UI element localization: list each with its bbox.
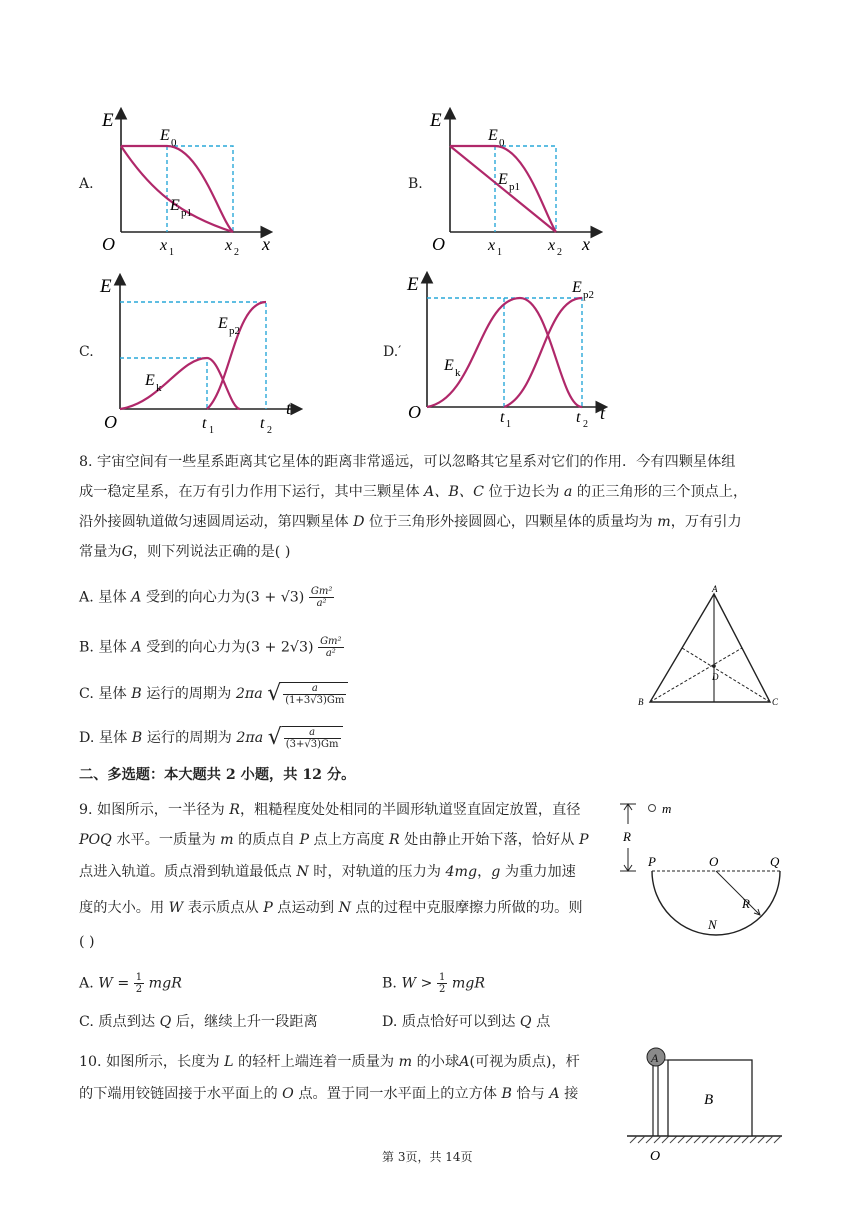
t2-label: t [260,415,265,432]
graph-option-c [90,268,310,438]
q8-stem-line-2: 成一稳定星系，在万有引力作用下运行，其中三颗星体 A、B、C 位于边长为 a 的正三角形的三个顶点上， [79,484,748,500]
option-a-label: A. [79,176,94,192]
x1-sub: 1 [169,247,174,258]
origin-label: O [104,412,117,432]
q9-stem-line-4: 度的大小。用 W 表示质点从 P 点运动到 N 点的过程中克服摩擦力所做的功。则 [79,900,583,916]
q8-option-d[interactable]: D. 星体 B 运行的周期为 2πa √ $\frac{a}{(3+√3)Gm}$ [79,726,343,750]
radius-line [716,871,760,915]
q8-triangle-figure [630,584,790,714]
t2-label: t [576,409,581,426]
ep2-label: E [572,279,582,296]
ek-label: E [444,357,454,374]
height-label: R [623,829,631,844]
x2-sub: 2 [234,247,239,258]
t1-sub: 1 [506,419,511,430]
q9-answer-blank: ( ) [79,934,95,950]
q9-option-c[interactable]: C. 质点到达 Q 后，继续上升一段距离 [79,1014,318,1030]
ep2-label: E [218,315,228,332]
q8-option-a[interactable]: A. 星体 A 受到的向心力为(3 + √3) $\frac{\text{Gm²}}{\text{a²}}$ [79,586,333,609]
x2-label: x [548,237,556,254]
option-b-label: B. [408,176,423,192]
center-point [712,664,716,668]
origin-label: O [432,234,445,254]
ep1-sub: p1 [181,207,192,219]
cube-b-label: B [704,1092,714,1108]
graph-option-a [90,100,290,260]
ground-hatching [630,1136,781,1143]
q10-stem-line-1: 10. 如图所示，长度为 L 的轻杆上端连着一质量为 m 的小球A(可视为质点)，杆 [79,1054,580,1070]
x-axis-label: t [286,398,292,418]
e0-sub: 0 [499,137,505,149]
x1-label: x [488,237,496,254]
option-c-label: C. [79,344,94,360]
e0-sub: 0 [171,137,177,149]
q9-stem-line-1: 9. 如图所示，一半径为 R，粗糙程度处处相同的半圆形轨道竖直固定放置，直径 [79,802,581,818]
q8-option-b[interactable]: B. 星体 A 受到的向心力为(3 + 2√3) $\frac{\text{Gm²}}{\text{a²}}$ [79,636,342,659]
q9-option-d[interactable]: D. 质点恰好可以到达 Q 点 [382,1014,551,1030]
q9-option-b[interactable]: B. W > $\frac{1}{2}$ mgR [382,972,486,995]
ep1-label: E [498,171,508,188]
t2-sub: 2 [583,419,588,430]
radius-label: R [742,896,750,911]
t1-label: t [500,409,505,426]
ek-sub: k [156,382,162,394]
graph-option-d [400,264,620,436]
ek-sub: k [455,367,461,379]
point-p-label: P [648,854,656,869]
q8-stem-line-1: 8. 宇宙空间有一些星系距离其它星体的距离非常遥远，可以忽略其它星系对它们的作用．今有四颗星体组 [79,454,736,470]
x1-sub: 1 [497,247,502,258]
point-o-label: O [709,854,719,869]
e0-label: E [160,127,170,144]
t2-sub: 2 [267,425,272,436]
origin-label: O [408,402,421,422]
option-d-label: D.′ [383,344,402,360]
pivot-o-label: O [650,1149,661,1164]
curve-ep2 [207,302,266,409]
vertex-c-label: C [772,697,779,707]
guide-lines [120,302,266,409]
point-n-label: N [708,917,717,932]
page-footer: 第 3页，共 14页 [382,1150,473,1164]
center-d-label: D [712,672,719,682]
q8-option-c[interactable]: C. 星体 B 运行的周期为 2πa √ $\frac{a}{(1+3√3)Gm}$ [79,682,348,706]
ep1-sub: p1 [509,181,520,193]
t1-label: t [202,415,207,432]
mass-point [649,805,656,812]
graph-option-b [420,100,620,260]
x1-label: x [160,237,168,254]
point-q-label: Q [770,854,780,869]
y-axis-label: E [100,276,112,297]
q10-rod-cube-figure [622,1040,787,1168]
mass-label: m [662,801,672,816]
q9-stem-line-2: POQ 水平。一质量为 m 的质点自 P 点上方高度 R 处由静止开始下落，恰好从 P [79,832,589,848]
section-heading: 二、多选题：本大题共 2 小题，共 12 分。 [79,767,356,783]
ep2-sub: p2 [229,325,240,337]
ball-a-label: A [651,1051,659,1065]
e0-label: E [488,127,498,144]
triangle-abc [650,594,770,702]
q9-semicircle-figure [612,796,802,946]
x-axis-label: t [600,403,606,423]
vertex-b-label: B [638,697,644,707]
t1-sub: 1 [209,425,214,436]
y-axis-label: E [407,274,419,295]
line-ep1 [450,146,556,232]
ep2-sub: p2 [583,289,594,301]
curve-e0 [121,146,233,232]
x-axis-label: x [582,234,590,254]
vertex-a-label: A [712,584,718,594]
curve-ep2 [504,298,582,407]
x2-label: x [225,237,233,254]
q8-stem-line-4: 常量为G，则下列说法正确的是( ) [79,544,291,560]
x2-sub: 2 [557,247,562,258]
curve-ep1 [121,146,233,232]
y-axis-label: E [430,110,442,131]
ek-label: E [145,372,155,389]
ep1-label: E [170,197,180,214]
q8-stem-line-3: 沿外接圆轨道做匀速圆周运动，第四颗星体 D 位于三角形外接圆圆心，四颗星体的质量均为 m，万有引力 [79,514,742,530]
q10-stem-line-2: 的下端用铰链固接于水平面上的 O 点。置于同一水平面上的立方体 B 恰与 A 接 [79,1086,579,1102]
q9-option-a[interactable]: A. W = $\frac{1}{2}$ mgR [79,972,182,995]
x-axis-label: x [262,234,270,254]
y-axis-label: E [102,110,114,131]
q9-stem-line-3: 点进入轨道。质点滑到轨道最低点 N 时，对轨道的压力为 4mg，g 为重力加速 [79,864,576,880]
origin-label: O [102,234,115,254]
